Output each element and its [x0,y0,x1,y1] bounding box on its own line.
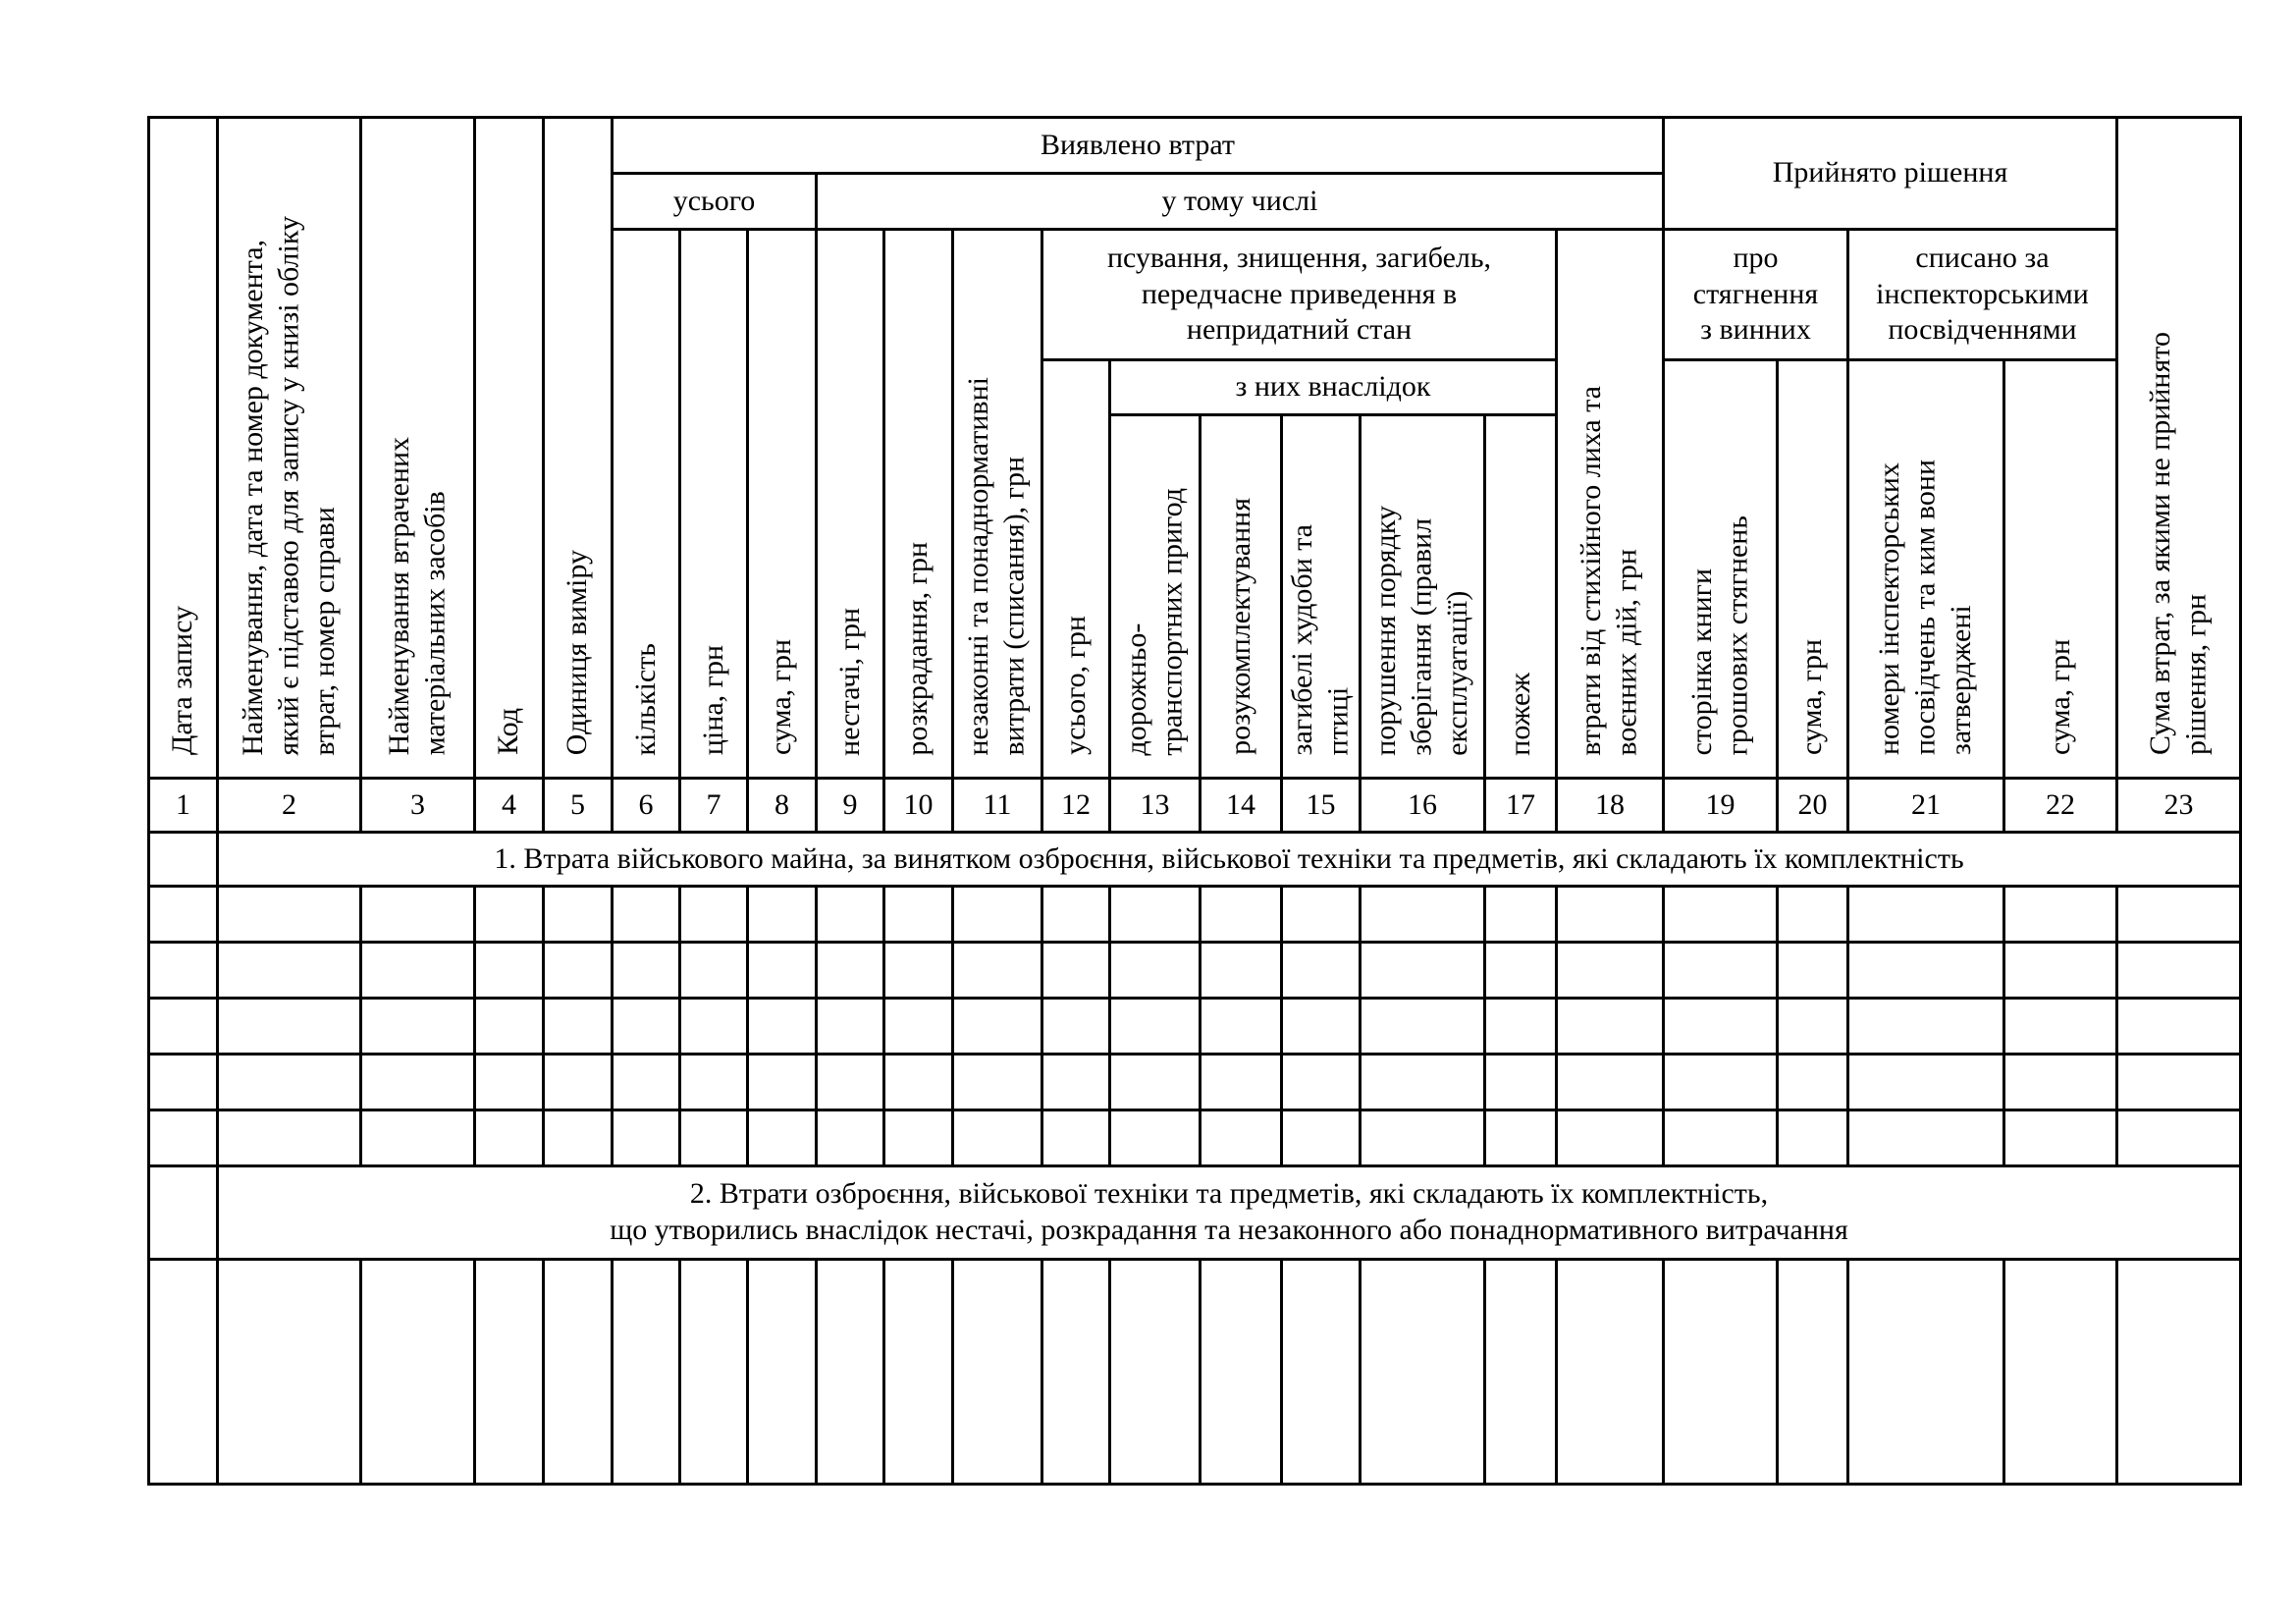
col-number: 23 [2117,779,2241,833]
col-16-header [1361,415,1485,779]
col-9-label: нестачі, грн [832,607,866,756]
damage-header: псування, знищення, загибель, передчасне приведення в непридатний стан [1042,230,1557,360]
col-1-header [149,118,218,779]
col-17-header [1485,415,1557,779]
of-which-header: з них внаслідок [1110,360,1557,415]
col-number: 2 [218,779,361,833]
col-23-label: Сума втрат, за якими не прийнято рішення, грн [2143,332,2213,756]
col-13-label: дорожньо- транспортних пригод [1119,487,1189,756]
col-number: 16 [1361,779,1485,833]
col-16-label: порушення порядку зберігання (правил експлуатації) [1369,505,1474,756]
col-6-label: кількість [628,642,662,756]
col-number: 1 [149,779,218,833]
total-header: усього [613,174,817,230]
col-8-label: сума, грн [765,639,798,756]
written-off-header: списано за інспекторськими посвідченнями [1848,230,2117,360]
col-20-header [1778,360,1848,779]
col-10-label: розкрадання, грн [901,541,934,756]
section-1-row [149,833,2241,887]
col-number: 7 [680,779,748,833]
col-15-header [1282,415,1361,779]
col-number: 3 [361,779,475,833]
col-number: 13 [1110,779,1201,833]
col-18-header [1557,230,1664,779]
found-losses-header: Виявлено втрат [613,118,1664,174]
recover-header: про стягнення з винних [1664,230,1848,360]
section-2-title: 2. Втрати озброєння, військової техніки та предметів, які складають їх комплектність, що утворились внаслідок нестачі, розкрадання та незаконного або понаднормативного витрачання [218,1166,2241,1260]
section-1-title: 1. Втрата військового майна, за винятком озброєння, військової техніки та предметів, які складають їх комплектність [218,833,2241,887]
section-2-blank-cell [149,1166,218,1260]
col-number: 20 [1778,779,1848,833]
col-7-label: ціна, грн [696,645,729,756]
col-11-label: незаконні та понаднормативні витрати (списання), грн [962,376,1031,756]
col-number: 10 [884,779,953,833]
col-6-header [613,230,680,779]
col-number: 12 [1042,779,1110,833]
column-number-row [149,779,2241,833]
col-19-label: сторінка книги грошових стягнень [1684,515,1754,756]
col-5-label: Одиниця виміру [561,550,594,756]
col-18-label: втрати від стихійного лиха та воєнних дій, грн [1575,385,1643,756]
col-3-label: Найменування втрачених матеріальних засобів [382,437,452,756]
table-row [149,943,2241,999]
col-23-header [2117,118,2241,779]
col-14-label: розукомплектування [1223,498,1256,756]
col-number: 14 [1201,779,1282,833]
loss-register-table [147,116,2242,1486]
col-number: 11 [953,779,1042,833]
decision-header: Прийнято рішення [1664,118,2117,230]
col-9-header [817,230,884,779]
col-4-header [475,118,544,779]
col-14-header [1201,415,1282,779]
col-number: 22 [2004,779,2117,833]
col-number: 15 [1282,779,1361,833]
including-header: у тому числі [817,174,1664,230]
col-8-header [748,230,817,779]
col-13-header [1110,415,1201,779]
col-10-header [884,230,953,779]
col-4-label: Код [492,708,525,756]
col-number: 4 [475,779,544,833]
col-19-header [1664,360,1778,779]
col-number: 5 [544,779,613,833]
col-number: 21 [1848,779,2004,833]
table-row [149,887,2241,943]
col-21-header [1848,360,2004,779]
section-2-row [149,1166,2241,1260]
col-number: 8 [748,779,817,833]
col-12-label: усього, грн [1058,616,1092,756]
col-number: 19 [1664,779,1778,833]
table-row [149,1260,2241,1485]
col-2-label: Найменування, дата та номер документа, який є підставою для запису у книзі обліку втрат, номер справи [236,215,341,756]
col-number: 17 [1485,779,1557,833]
col-17-label: пожеж [1503,672,1536,756]
col-15-label: загибелі худоби та птиці [1285,524,1355,756]
col-21-label: номери інспекторських посвідчень та ким вони затверджені [1873,460,1978,756]
col-number: 9 [817,779,884,833]
col-22-header [2004,360,2117,779]
col-22-label: сума, грн [2043,639,2076,756]
col-7-header [680,230,748,779]
col-11-header [953,230,1042,779]
table-row [149,1055,2241,1110]
col-12-header [1042,360,1110,779]
table-row [149,999,2241,1055]
col-number: 6 [613,779,680,833]
col-20-label: сума, грн [1795,639,1829,756]
table-row [149,1110,2241,1166]
col-number: 18 [1557,779,1664,833]
section-1-blank-cell [149,833,218,887]
col-3-header [361,118,475,779]
col-2-header [218,118,361,779]
col-5-header [544,118,613,779]
col-1-label: Дата запису [166,606,199,756]
